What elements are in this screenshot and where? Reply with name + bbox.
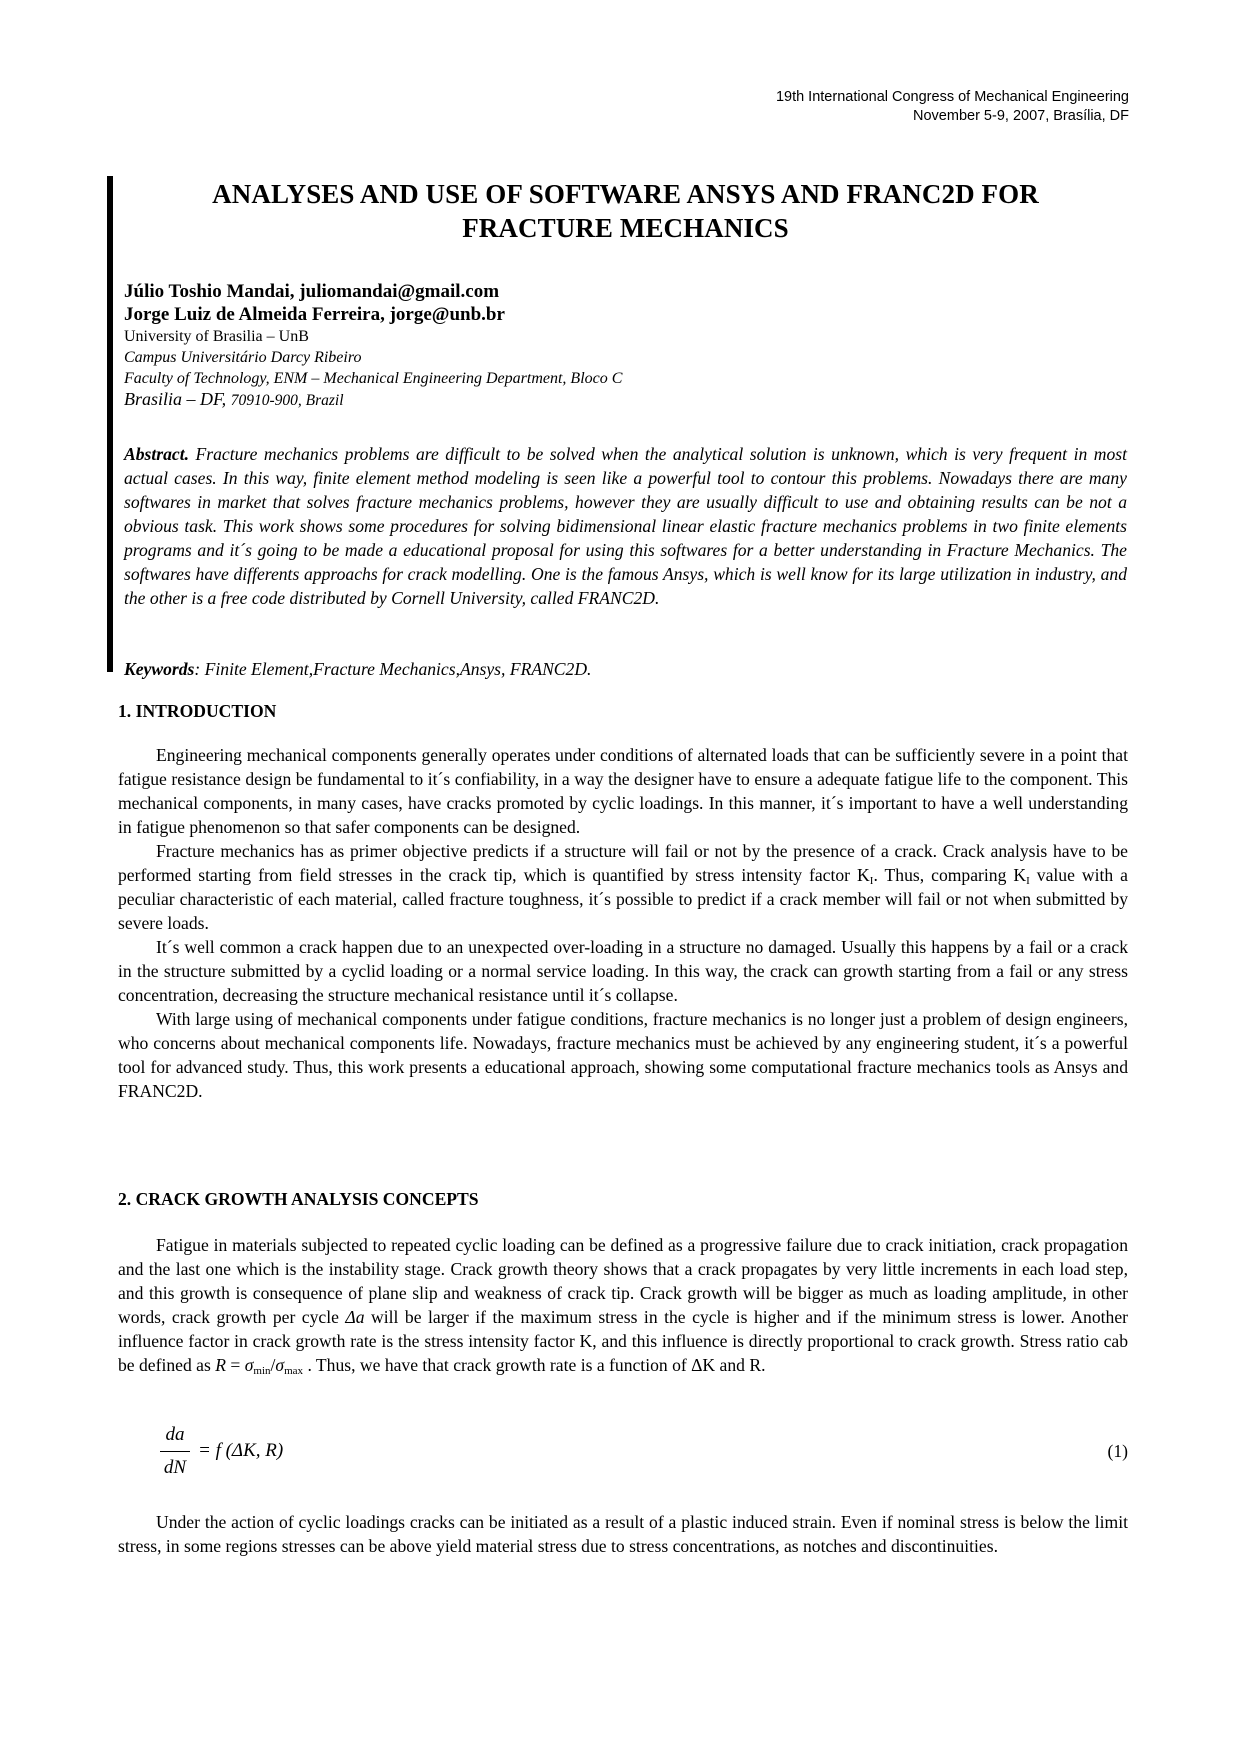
author-block <box>124 280 622 411</box>
title-line-1: ANALYSES AND USE OF SOFTWARE ANSYS AND FRANC2D FOR <box>212 179 1039 209</box>
equation-1 <box>160 1422 1128 1492</box>
paper-title <box>124 177 1127 245</box>
subscript-I: I <box>869 875 874 887</box>
crack-growth-body <box>118 1233 1128 1377</box>
symbol-sigma: σ <box>244 1355 254 1375</box>
intro-p2-text-c: value with a peculiar characteristic of each material, called fracture toughness, it´s possible to predict if a crack member will fail or not when submitted by severe loads. <box>118 865 1128 933</box>
crack-paragraph-2: Under the action of cyclic loadings cracks can be initiated as a result of a plastic induced strain. Even if nominal stress is below the limit stress, in some regions stresses can be above yield material stress due to stress concentrations, as notches and discontinuities. <box>118 1512 1128 1556</box>
crack-p1-text-b: will be larger if the maximum stress in the cycle is higher and if the minimum stress is lower. Another influence factor in crack growth rate is the stress intensity factor K, and this influence is directly proportional to crack growth. Stress ratio cab be defined as <box>118 1307 1128 1375</box>
intro-paragraph-2 <box>118 839 1128 935</box>
author-2: Jorge Luiz de Almeida Ferreira, jorge@unb.br <box>124 304 505 325</box>
crack-growth-body-continued <box>118 1510 1128 1558</box>
stress-ratio-formula <box>215 1355 303 1375</box>
affiliation-university: University of Brasilia – UnB <box>124 328 309 345</box>
section-heading-crack-growth: 2. CRACK GROWTH ANALYSIS CONCEPTS <box>118 1189 479 1209</box>
keywords <box>124 657 591 681</box>
intro-p2-text-b: . Thus, comparing K <box>873 865 1027 885</box>
abstract-text: Fracture mechanics problems are difficult to be solved when the analytical solution is unknown, which is very frequent in most actual cases. In this way, finite element method modeling is seen like a powerful tool to contour this problems. Nowadays there are many softwares in market that solves fracture mechanics problems, however they are usually difficult to use and obtaining results can be not a obvious task. This work shows some procedures for solving bidimensional linear elastic fracture mechanics problems in two finite elements programs and it´s going to be made a educational proposal for using this softwares for a better understanding in Fracture Mechanics. The softwares have differents approachs for crack modelling. One is the famous Ansys, which is well know for its large utilization in industry, and the other is a free code distributed by Cornell University, called FRANC2D. <box>124 444 1127 608</box>
fraction-numerator: da <box>165 1424 185 1445</box>
fraction-denominator: dN <box>163 1457 187 1478</box>
intro-p2-text-a: Fracture mechanics has as primer objective predicts if a structure will fail or not by the presence of a crack. Crack analysis have to be performed starting from field stresses in the crack tip, which is quantified by stress intensity factor K <box>118 841 1128 885</box>
introduction-body <box>118 743 1128 1103</box>
subscript-max: max <box>284 1365 304 1377</box>
keywords-label: Keywords <box>124 659 195 679</box>
margin-change-bar <box>107 176 113 672</box>
section-heading-introduction: 1. INTRODUCTION <box>118 701 277 721</box>
city-name: Brasilia – DF, <box>124 389 227 409</box>
symbol-equals: = <box>225 1355 245 1375</box>
intro-paragraph-3: It´s well common a crack happen due to an unexpected over-loading in a structure no damaged. Usually this happens by a fail or a crack in the structure submitted by a cyclid loading or a normal service loading. In this way, the crack can growth starting from a fail or any stress concentration, decreasing the structure mechanical resistance until it´s collapse. <box>118 937 1128 1005</box>
running-header <box>776 88 1129 126</box>
affiliation-city <box>124 389 622 411</box>
author-1: Júlio Toshio Mandai, juliomandai@gmail.com <box>124 281 500 302</box>
symbol-R: R <box>215 1355 226 1375</box>
subscript-min: min <box>253 1365 271 1377</box>
crack-paragraph-1 <box>118 1233 1128 1377</box>
intro-paragraph-4: With large using of mechanical components under fatigue conditions, fracture mechanics is no longer just a problem of design engineers, who concerns about mechanical components life. Nowadays, fracture mechanics must be achieved by any engineering student, it´s a powerful tool for advanced study. Thus, this work presents a educational approach, showing some computational fracture mechanics tools as Ansys and FRANC2D. <box>118 1009 1128 1101</box>
symbol-slash: / <box>270 1355 276 1375</box>
abstract-label: Abstract. <box>124 444 190 464</box>
postal-code: 70910-900, Brazil <box>230 392 344 409</box>
affiliation-campus: Campus Universitário Darcy Ribeiro <box>124 349 362 366</box>
intro-paragraph-1: Engineering mechanical components generally operates under conditions of alternated loads that can be sufficiently severe in a point that fatigue resistance design be fundamental to it´s confiability, in a way the designer have to ensure a adequate fatigue life to the component. This mechanical components, in many cases, have cracks promoted by cyclic loadings. In this manner, it´s important to have a well understanding in fatigue phenomenon so that safer components can be designed. <box>118 745 1128 837</box>
equation-number: (1) <box>1107 1441 1128 1461</box>
title-line-2: FRACTURE MECHANICS <box>462 213 789 243</box>
conference-name: 19th International Congress of Mechanical Engineering <box>775 89 1129 105</box>
crack-p1-text-a: Fatigue in materials subjected to repeated cyclic loading can be defined as a progressive failure due to crack initiation, crack propagation and the last one which is the instability stage. Crack growth theory shows that a crack propagates by very little increments in each load step, and this growth is consequence of plane slip and weakness of crack tip. Crack growth will be bigger as much as loading amplitude, in other words, crack growth per cycle <box>118 1235 1128 1327</box>
fraction-da-dN <box>160 1422 190 1481</box>
symbol-sigma: σ <box>275 1355 285 1375</box>
affiliation-faculty: Faculty of Technology, ENM – Mechanical Engineering Department, Bloco C <box>124 370 623 387</box>
delta-a-symbol: Δa <box>345 1307 365 1327</box>
fraction-bar <box>160 1451 190 1452</box>
subscript-I: I <box>1026 875 1030 887</box>
equation-rhs: = f (ΔK, R) <box>198 1440 284 1461</box>
conference-date-location: November 5-9, 2007, Brasília, DF <box>913 108 1129 124</box>
crack-p1-text-c: . Thus, we have that crack growth rate is a function of ΔK and R. <box>303 1355 766 1375</box>
keywords-text: : Finite Element,Fracture Mechanics,Ansys, FRANC2D. <box>194 659 592 679</box>
abstract <box>124 442 1127 610</box>
